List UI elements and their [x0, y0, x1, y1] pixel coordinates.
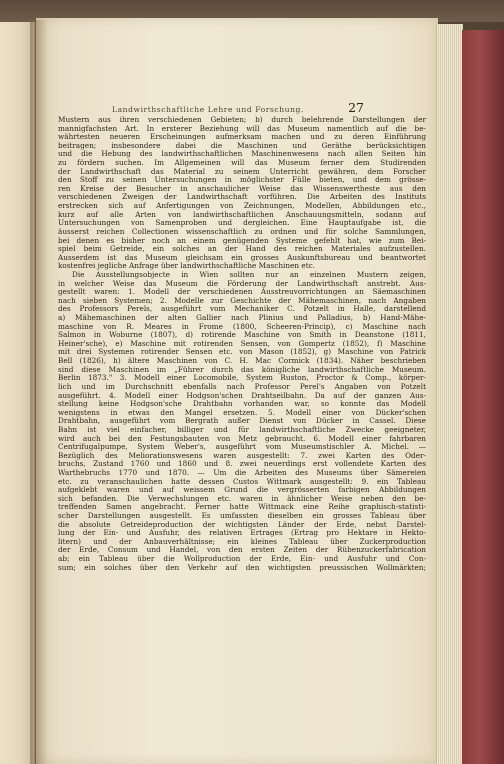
binding-gutter: [30, 20, 48, 764]
text-line: die absolute Getreideproduction der wichtigsten Länder der Erde, nebst Darstel-: [58, 520, 426, 529]
text-line: mit drei Systemen rotirender Sensen etc. von Mason (1852), g) Maschine von Patrick: [58, 348, 426, 357]
text-line: spiel beim Getreide, ein solches an der Hand des reichen Materiales aufzustellen.: [58, 245, 426, 254]
text-line: Die Ausstellungsobjecte in Wien sollten nur an einzelnen Mustern zeigen,: [72, 270, 426, 279]
text-line: verschiedenen Zweigen der Landwirthschaft vorführen. Die Arbeiten des Instituts: [58, 193, 426, 202]
text-line: sum; ein solches über den Verkehr auf den wichtigsten preussischen Wollmärkten;: [58, 563, 426, 572]
text-line: treffenden Samen angebracht. Ferner hatte Wittmack eine Reihe graphisch-statisti-: [58, 503, 426, 512]
text-line: und die Hebung des landwirthschaftlichen Maschinenwesens nach allen Seiten hin: [58, 150, 426, 159]
text-line: sind diese Maschinen im „Führer durch das königliche landwirthschaftliche Museum.: [58, 365, 426, 374]
text-line: nach sieben Systemen; 2. Modelle zur Geschichte der Mähemaschinen, nach Angaben: [58, 296, 426, 305]
text-line: beitragen; insbesondere dabei die Maschinen und Geräthe berücksichtigen: [58, 141, 426, 150]
text-line: lung der Ein- und Ausfuhr, des relativen Ertrages (Ertrag pro Hektare in Hekto-: [58, 529, 426, 538]
book-cover-edge: [462, 30, 504, 764]
text-line: ausgeführt. 4. Modell einer Hodgson'schen Drahtseilbahn. Da auf der ganzen Aus-: [58, 391, 426, 400]
text-line: ab; ein Tableau über die Wollproduction der Erde, Ein- und Ausfuhr und Con-: [58, 555, 426, 564]
text-line: bruchs, Zustand 1760 und 1860 und 8. zwei neuerdings erst vollendete Karten des: [58, 460, 426, 469]
text-line: sich befanden. Die Verwechslungen etc. waren in ähnlicher Weise neben den be-: [58, 494, 426, 503]
text-line: Bezüglich des Meliorationswesens waren ausgestellt: 7. zwei Karten des Oder-: [58, 451, 426, 460]
text-line: des Professors Perels, ausgeführt vom Mechaniker C. Potzelt in Halle, darstellend: [58, 305, 426, 314]
text-line: Centrifugalpumpe, System Weber's, ausgeführt vom Museumstischler A. Michel. —: [58, 443, 426, 452]
text-line: aufgeklebt waren und auf weissem Grund die vergrösserten farbigen Abbildungen: [58, 486, 426, 495]
text-line: Warthebruchs 1770 und 1870. — Um die Arbeiten des Museums über Sämereien: [58, 468, 426, 477]
body-text: [58, 116, 426, 572]
text-line: wird auch bei den Festungsbauten von Metz gebraucht. 6. Modell einer fahrbaren: [58, 434, 426, 443]
page-header: [112, 100, 364, 116]
text-line: der Erde, Consum und Handel, von den ersten Zeiten der Rübenzuckerfabrication: [58, 546, 426, 555]
text-line: stellung keine Hodgson'sche Drahtbahn vorhanden war, so konnte das Modell: [58, 400, 426, 409]
text-line: mannigfachsten Art. In ersterer Beziehung will das Museum namentlich auf die be-: [58, 124, 426, 133]
text-line: in welcher Weise das Museum die Förderung der Landwirthschaft anstrebt. Aus-: [58, 279, 426, 288]
text-line: Drahtbahn, ausgeführt vom Bergrath außer Dienst von Dücker in Cassel. Diese: [58, 417, 426, 426]
text-line: kostenfrei jegliche Anfrage über landwirthschaftliche Maschinen etc.: [58, 262, 316, 271]
text-line: der Landwirthschaft das Material zu seinem Unterricht gewähren, dem Forscher: [58, 167, 426, 176]
text-line: erstrecken sich auf Anfertigungen von Zeichnungen, Modellen, Abbildungen etc.,: [58, 202, 426, 211]
text-line: Mustern aus ihren verschiedenen Gebieten; b) durch belehrende Darstellungen der: [58, 116, 426, 124]
text-line: wenigstens in etwas den Mangel ersetzen. 5. Modell einer von Dücker'schen: [58, 408, 426, 417]
text-line: Bahn ist viel einfacher, billiger und für landwirthschaftliche Zwecke geeigneter,: [58, 425, 426, 434]
text-line: a) Mähemaschinen der alten Gallier nach Plinius und Palladius, b) Hand-Mähe-: [58, 314, 426, 323]
text-line: zu fördern suchen. Im Allgemeinen will das Museum ferner dem Studirenden: [58, 159, 426, 168]
page-number: 27: [348, 100, 364, 115]
text-line: gestellt waren: 1. Modell der verschiedenen Ausstreuvorrichtungen an Säemaschinen: [58, 288, 426, 297]
text-line: kurz auf alle Arten von landwirthschaftlichen Anschauungsmitteln, sodann auf: [58, 210, 426, 219]
text-line: Berlin 1873." 3. Modell einer Locomobile, System Ruston, Proctor & Comp., körper-: [58, 374, 426, 383]
text-line: bei denen es bisher noch an einem genügenden Systeme gefehlt hat, wie zum Bei-: [58, 236, 426, 245]
text-line: Bell (1826), h) ältere Maschinen von C. H. Mac Cormick (1834). Näher beschrieben: [58, 357, 426, 366]
text-line: Ausserdem ist das Museum gleichsam ein grosses Auskunftsbureau und beantwortet: [58, 253, 426, 262]
text-line: äusserst reichen Collectionen wissenschaftlich zu ordnen und für solche Sammlungen,: [58, 227, 426, 236]
text-line: Untersuchungen von Samenproben und dergleichen. Eine Hauptaufgabe ist, die: [58, 219, 426, 228]
running-head: Landwirthschaftliche Lehre und Forschung.: [112, 105, 304, 114]
text-line: maschine von R. Meares in Frome (1800, Scheeren-Princip), c) Maschine nach: [58, 322, 426, 331]
page-stack-edge: [436, 24, 463, 764]
text-line: den Stoff zu seinen Untersuchungen in möglichster Fülle bieten, und dem grösse-: [58, 176, 426, 185]
text-line: etc. zu veranschaulichen hatte dessen Custos Wittmark ausgestellt: 9. ein Tableau: [58, 477, 426, 486]
text-line: währtesten neueren Erscheinungen aufmerksam machen und zu deren Einführung: [58, 133, 426, 142]
text-line: Salmon in Woburne (1807), d) rotirende Maschine von Smith in Deanstone (1811,: [58, 331, 426, 340]
text-line: ren Kreise der Besucher in anschaulicher Weise das Wissenswertheste aus den: [58, 184, 426, 193]
text-line: litern) und der Anbauverhältnisse; ein kleines Tableau über Zuckerproduction: [58, 537, 426, 546]
text-line: lich und im Durchschnitt ebenfalls nach Professor Perel's Angaben von Potzelt: [58, 382, 426, 391]
text-line: Heiner'sche), e) Maschine mit rotirenden Sensen, von Gompertz (1852), f) Maschine: [58, 339, 426, 348]
text-line: scher Darstellungen ausgestellt. Es umfassten dieselben ein grosses Tableau über: [58, 512, 426, 521]
